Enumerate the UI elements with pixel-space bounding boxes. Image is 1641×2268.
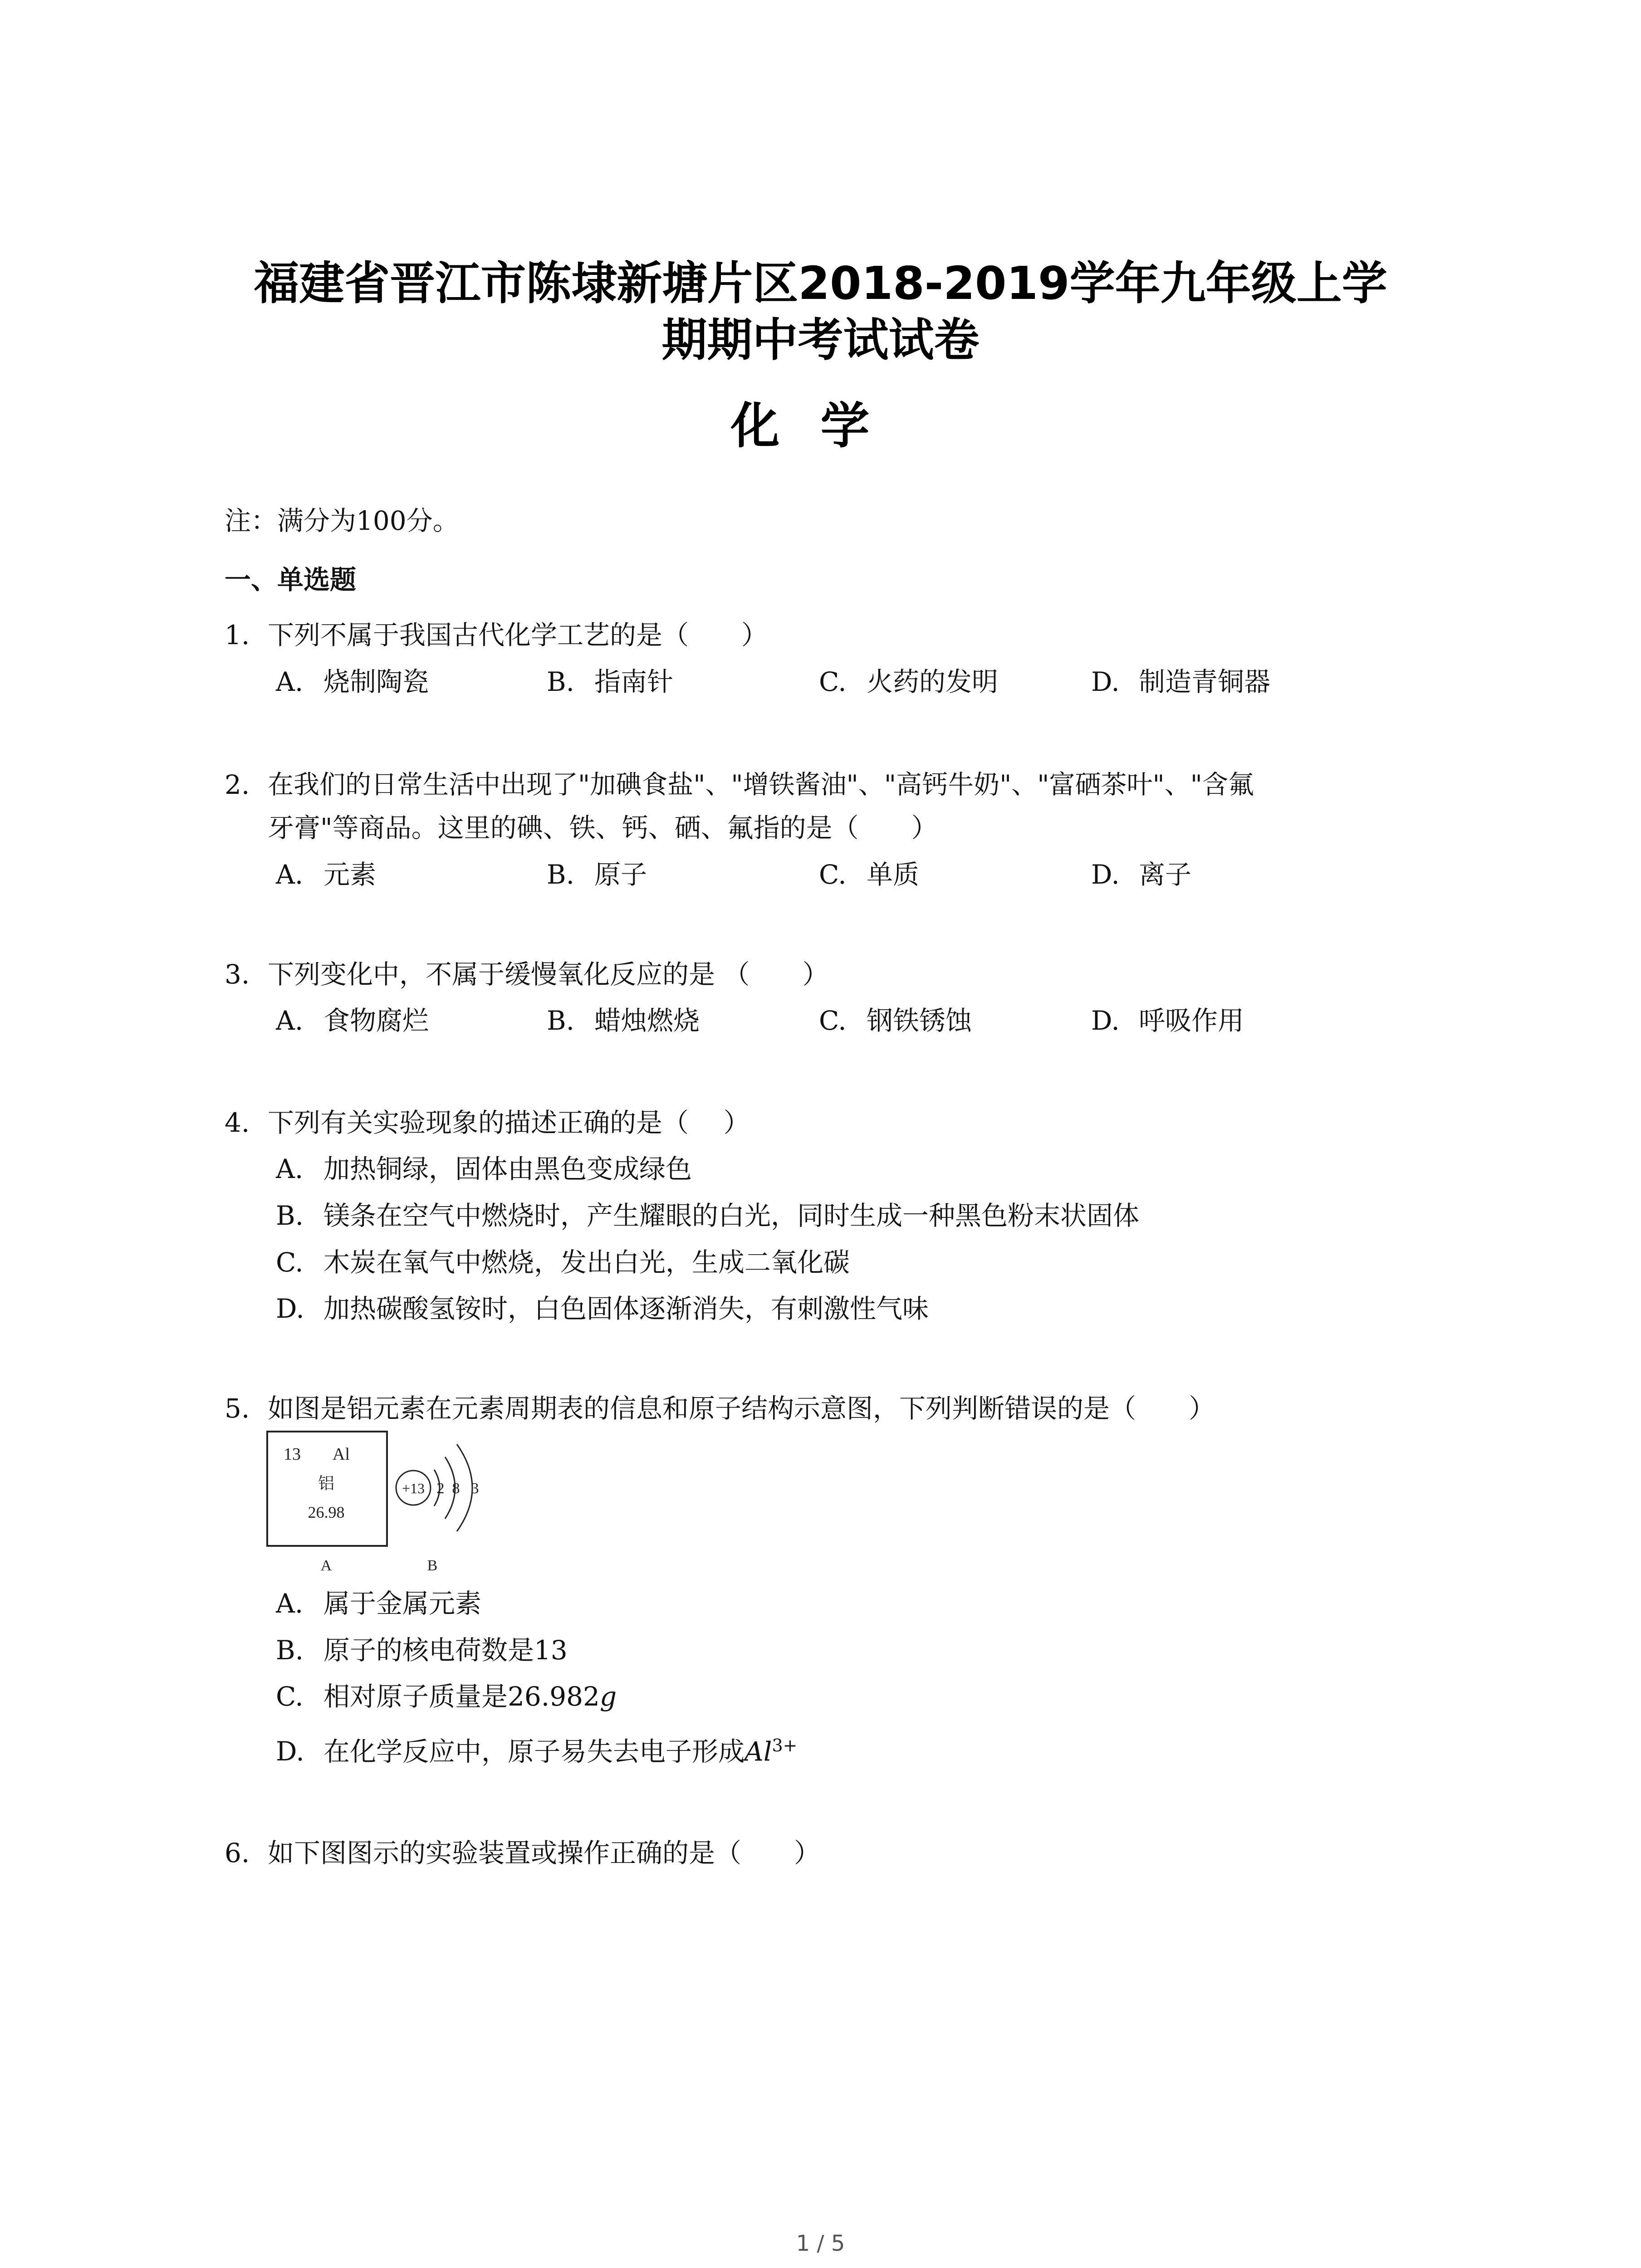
score-note: 注：满分为100分。 [225,505,459,536]
question-1-stem: 下列不属于我国古代化学工艺的是（ ） [268,620,768,650]
question-5-option-d: D. 在化学反应中，原子易失去电子形成$Al^{3+}$ [276,1735,798,1767]
atomic-mass-text: 26.98 [308,1503,345,1521]
question-5-option-b: B. 原子的核电荷数是13 [276,1635,568,1666]
question-1-number: 1. [225,620,250,650]
shell-3-count: 3 [471,1480,479,1497]
atomic-number-text: 13 [284,1445,301,1464]
question-3-option-d: D. 呼吸作用 [1091,1005,1244,1036]
question-1-option-c: C. 火药的发明 [819,666,999,697]
question-4-option-d: D. 加热碳酸氢铵时，白色固体逐渐消失，有刺激性气味 [276,1293,929,1324]
element-symbol-text: Al [333,1445,350,1464]
question-2-number: 2. [225,769,250,800]
question-2-option-d: D. 离子 [1091,859,1192,890]
question-4-option-a: A. 加热铜绿，固体由黑色变成绿色 [276,1154,692,1184]
element-name-text: 铝 [318,1474,335,1493]
question-1-option-a: A. 烧制陶瓷 [276,666,429,697]
title-line-2: 期期中考试试卷 [661,313,980,367]
question-2-option-c: C. 单质 [819,859,920,890]
question-2-option-b: B. 原子 [547,859,647,890]
question-6-stem: 如下图图示的实验装置或操作正确的是（ ） [268,1838,821,1868]
question-3-option-b: B. 蜡烛燃烧 [547,1005,700,1036]
question-5-option-c: C. 相对原子质量是26.982g [276,1681,617,1712]
question-4-number: 4. [225,1107,250,1138]
question-3-number: 3. [225,959,250,990]
question-4-stem: 下列有关实验现象的描述正确的是（ ） [268,1107,750,1138]
question-5-number: 5. [225,1393,250,1424]
question-1-option-b: B. 指南针 [547,666,674,697]
shell-2-count: 8 [452,1480,460,1497]
label-b: B [427,1557,438,1574]
question-5-option-a: A. 属于金属元素 [276,1588,482,1619]
question-6-number: 6. [225,1838,250,1868]
question-3-stem: 下列变化中，不属于缓慢氧化反应的是 （ ） [268,959,829,990]
question-4-option-b: B. 镁条在空气中燃烧时，产生耀眼的白光，同时生成一种黑色粉末状固体 [276,1200,1140,1231]
question-2-stem-line-2: 牙膏"等商品。这里的碘、铁、钙、硒、氟指的是（ ） [268,812,938,843]
question-2-stem-line-1: 在我们的日常生活中出现了"加碘食盐"、"增铁酱油"、"高钙牛奶"、"富硒茶叶"、"含氟 [268,770,1254,800]
question-2-option-a: A. 元素 [276,859,377,890]
question-3-option-c: C. 钢铁锈蚀 [819,1005,972,1036]
label-a: A [320,1557,332,1574]
title-line-1: 福建省晋江市陈埭新塘片区2018-2019学年九年级上学 [254,257,1387,310]
shell-1-count: 2 [436,1480,445,1497]
aluminum-element-figure [265,1429,510,1580]
question-4-option-c: C. 木炭在氧气中燃烧，发出白光，生成二氧化碳 [276,1247,850,1278]
question-5-stem: 如图是铝元素在元素周期表的信息和原子结构示意图，下列判断错误的是（ ） [268,1393,1215,1424]
question-1-option-d: D. 制造青铜器 [1091,666,1271,697]
nucleus-charge-text: +13 [402,1480,425,1496]
page-number: 1 / 5 [796,2231,845,2256]
question-3-option-a: A. 食物腐烂 [276,1005,429,1036]
subject-title: 化学 [730,398,911,455]
section-title: 一、单选题 [225,564,357,595]
aluminum-diagram [265,1429,510,1579]
